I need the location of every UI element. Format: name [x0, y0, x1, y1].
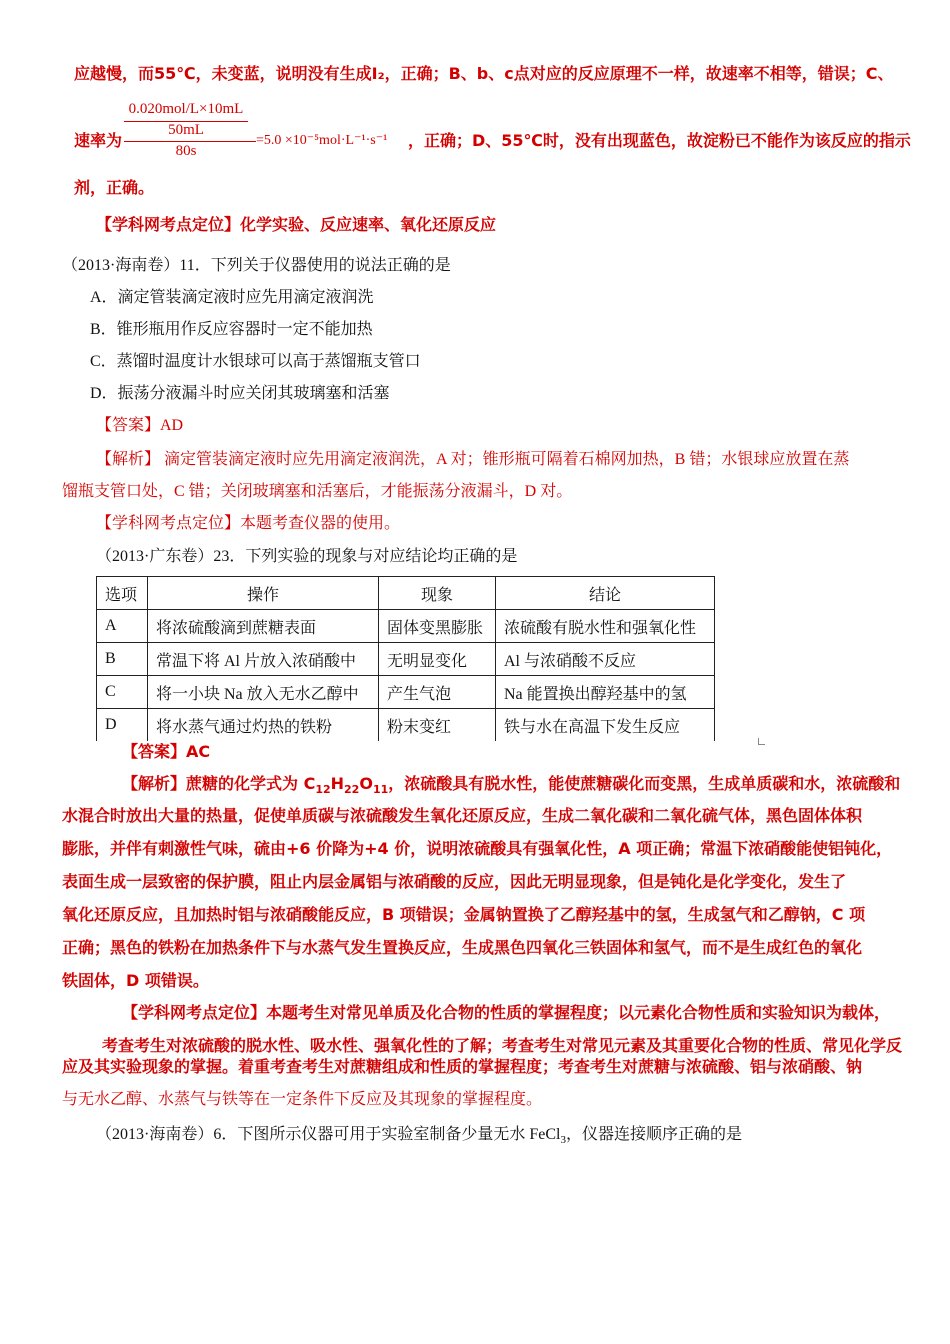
table-row — [97, 643, 715, 676]
question-11-answer: 【答案】AD — [96, 417, 184, 434]
header-operation: 操作 — [148, 577, 379, 610]
cell-phenomenon: 固体变黑膨胀 — [379, 610, 496, 643]
rate-value: =5.0 ×10⁻⁵mol·L⁻¹·s⁻¹ — [256, 133, 388, 148]
fraction-main-bar — [124, 141, 256, 142]
experiment-table — [96, 576, 715, 741]
analysis-line-2: ，正确；D、55℃时，没有出现蓝色，故淀粉已不能作为该反应的指示 — [408, 131, 911, 150]
question-23-analysis-line-6: 正确；黑色的铁粉在加热条件下与水蒸气发生置换反应，生成黑色四氧化三铁固体和氢气，而不是生成红色的氧化 — [62, 938, 863, 957]
table-row — [97, 676, 715, 709]
rate-label: 速率为 — [74, 131, 123, 150]
cell-operation: 将浓硫酸滴到蔗糖表面 — [148, 610, 379, 643]
cell-conclusion: Al 与浓硝酸不反应 — [496, 643, 715, 676]
question-23-kaodian-line-4: 与无水乙醇、水蒸气与铁等在一定条件下反应及其现象的掌握程度。 — [62, 1091, 543, 1108]
cell-operation: 将一小块 Na 放入无水乙醇中 — [148, 676, 379, 709]
cell-conclusion: Na 能置换出醇羟基中的氢 — [496, 676, 715, 709]
question-23-kaodian-line-2: 考查考生对浓硫酸的脱水性、吸水性、强氧化性的了解；考查考生对常见元素及其重要化合物的性质、常见化学反 — [102, 1036, 903, 1055]
question-11-kaodian: 【学科网考点定位】本题考查仪器的使用。 — [96, 515, 401, 532]
cell-conclusion: 浓硫酸有脱水性和强氧化性 — [496, 610, 715, 643]
question-23-analysis-line-4: 表面生成一层致密的保护膜，阻止内层金属铝与浓硝酸的反应，因此无明显现象，但是钝化是化学变化，发生了 — [62, 872, 847, 891]
cell-option: B — [97, 643, 148, 676]
question-11-option-a: A．滴定管装滴定液时应先用滴定液润洗 — [90, 289, 374, 306]
table-row — [97, 610, 715, 643]
question-23-answer: 【答案】AC — [122, 742, 211, 761]
cell-phenomenon: 粉末变红 — [379, 709, 496, 742]
cell-phenomenon: 无明显变化 — [379, 643, 496, 676]
paragraph-mark-icon — [758, 738, 765, 745]
fraction-numerator: 0.020mol/L×10mL — [128, 101, 244, 117]
question-23-analysis-line-5: 氧化还原反应，且加热时铝与浓硝酸能反应，B 项错误；金属钠置换了乙醇羟基中的氢，生成氢气和乙醇钠，C 项 — [62, 905, 866, 924]
question-23-kaodian-line-3: 应及其实验现象的掌握。着重考查考生对蔗糖组成和性质的掌握程度；考查考生对蔗糖与浓硫酸、铝与浓硝酸、钠 — [62, 1057, 863, 1076]
fraction-denominator: 80s — [175, 143, 197, 159]
question-23-analysis-line-2: 水混合时放出大量的热量，促使单质碳与浓硫酸发生氧化还原反应，生成二氧化碳和二氧化硫气体，黑色固体体积 — [62, 806, 863, 825]
table-row — [97, 709, 715, 742]
cell-operation: 将水蒸气通过灼热的铁粉 — [148, 709, 379, 742]
cell-option: C — [97, 676, 148, 709]
table-header-row — [97, 577, 715, 610]
cell-conclusion: 铁与水在高温下发生反应 — [496, 709, 715, 742]
header-conclusion: 结论 — [496, 577, 715, 610]
question-11-option-d: D．振荡分液漏斗时应关闭其玻璃塞和活塞 — [90, 385, 390, 402]
question-23-analysis-line-3: 膨胀，并伴有刺激性气味，硫由+6 价降为+4 价，说明浓硫酸具有强氧化性，A 项正确；常温下浓硝酸能使铝钝化， — [62, 839, 893, 858]
fraction-inner-denominator: 50mL — [168, 122, 204, 138]
question-23-stem: （2013·广东卷）23．下列实验的现象与对应结论均正确的是 — [96, 548, 518, 565]
question-11-analysis-line-1: 【解析】 滴定管装滴定液时应先用滴定液润洗，A 对；锥形瓶可隔着石棉网加热，B 错；水银球应放置在蒸 — [96, 451, 850, 468]
question-6-stem: （2013·海南卷）6．下图所示仪器可用于实验室制备少量无水 FeCl$_3$，仪器连接顺序正确的是 — [96, 1126, 742, 1147]
header-option: 选项 — [97, 577, 148, 610]
question-23-analysis-line-1: 【解析】蔗糖的化学式为 $C_{12}H_{22}O_{11}$，浓硫酸具有脱水性，能使蔗糖碳化而变黑，生成单质碳和水，浓硫酸和 — [122, 774, 901, 797]
question-23-analysis-line-7: 铁固体，D 项错误。 — [62, 971, 209, 990]
header-phenomenon: 现象 — [379, 577, 496, 610]
analysis-continuation-line: 应越慢，而55℃，未变蓝，说明没有生成I₂，正确；B、b、c点对应的反应原理不一样，故速率不相等，错误；C、 — [74, 64, 894, 83]
kaodian-label-1: 【学科网考点定位】化学实验、反应速率、氧化还原反应 — [96, 215, 497, 234]
question-11-option-b: B．锥形瓶用作反应容器时一定不能加热 — [90, 321, 373, 338]
question-11-option-c: C．蒸馏时温度计水银球可以高于蒸馏瓶支管口 — [90, 353, 421, 370]
question-23-kaodian-line-1: 【学科网考点定位】本题考生对常见单质及化合物的性质的掌握程度；以元素化合物性质和实验知识为载体， — [122, 1003, 891, 1022]
question-11-analysis-line-2: 馏瓶支管口处，C 错；关闭玻璃塞和活塞后，才能振荡分液漏斗，D 对。 — [62, 483, 573, 500]
cell-operation: 常温下将 Al 片放入浓硝酸中 — [148, 643, 379, 676]
cell-option: A — [97, 610, 148, 643]
cell-option: D — [97, 709, 148, 742]
question-11-stem: （2013·海南卷）11．下列关于仪器使用的说法正确的是 — [62, 257, 451, 274]
cell-phenomenon: 产生气泡 — [379, 676, 496, 709]
analysis-line-3: 剂，正确。 — [74, 178, 155, 197]
